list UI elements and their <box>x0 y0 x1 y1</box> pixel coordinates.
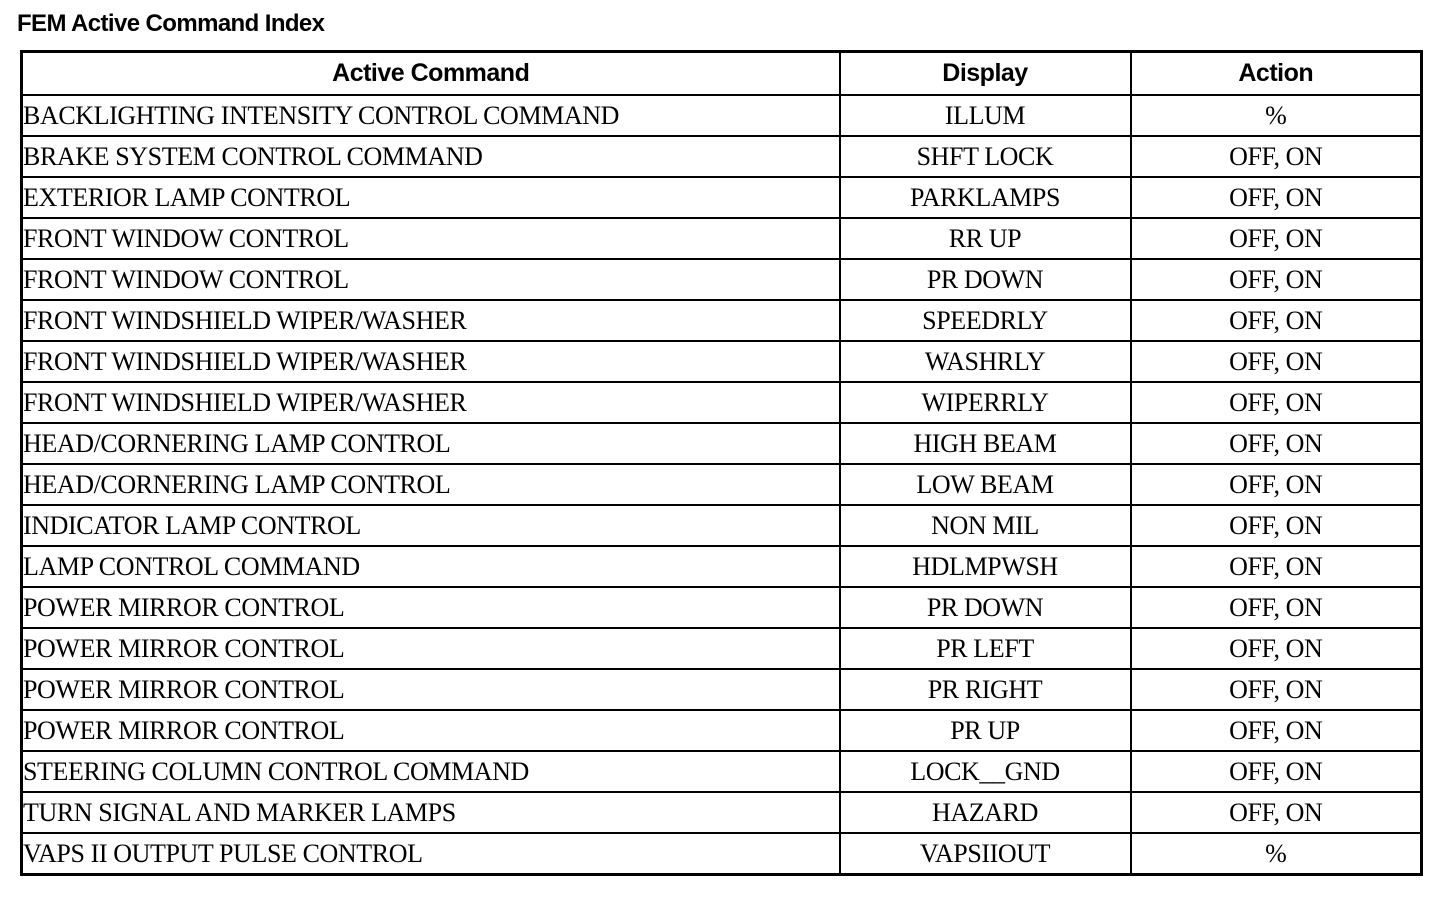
active-command-cell: HEAD/CORNERING LAMP CONTROL <box>22 423 840 464</box>
display-cell: HIGH BEAM <box>840 423 1131 464</box>
active-command-cell: VAPS II OUTPUT PULSE CONTROL <box>22 833 840 875</box>
display-cell: PR DOWN <box>840 259 1131 300</box>
display-cell: VAPSIIOUT <box>840 833 1131 875</box>
active-command-cell: LAMP CONTROL COMMAND <box>22 546 840 587</box>
action-cell: OFF, ON <box>1131 710 1422 751</box>
action-cell: OFF, ON <box>1131 341 1422 382</box>
column-header-action: Action <box>1131 52 1422 96</box>
display-cell: SPEEDRLY <box>840 300 1131 341</box>
active-command-cell: HEAD/CORNERING LAMP CONTROL <box>22 464 840 505</box>
display-cell: PR DOWN <box>840 587 1131 628</box>
table-row <box>22 792 1422 833</box>
action-cell: OFF, ON <box>1131 300 1422 341</box>
display-cell: PR LEFT <box>840 628 1131 669</box>
display-cell: HAZARD <box>840 792 1131 833</box>
table-row <box>22 300 1422 341</box>
table-row <box>22 669 1422 710</box>
active-command-cell: STEERING COLUMN CONTROL COMMAND <box>22 751 840 792</box>
display-cell: WASHRLY <box>840 341 1131 382</box>
active-command-cell: POWER MIRROR CONTROL <box>22 710 840 751</box>
display-cell: SHFT LOCK <box>840 136 1131 177</box>
active-command-table <box>20 50 1423 876</box>
column-header-display: Display <box>840 52 1131 96</box>
column-header-active-command: Active Command <box>22 52 840 96</box>
table-row <box>22 259 1422 300</box>
action-cell: OFF, ON <box>1131 259 1422 300</box>
display-cell: LOW BEAM <box>840 464 1131 505</box>
active-command-cell: POWER MIRROR CONTROL <box>22 587 840 628</box>
active-command-cell: FRONT WINDSHIELD WIPER/WASHER <box>22 341 840 382</box>
action-cell: % <box>1131 95 1422 136</box>
action-cell: OFF, ON <box>1131 218 1422 259</box>
table-row <box>22 464 1422 505</box>
action-cell: OFF, ON <box>1131 669 1422 710</box>
table-row <box>22 505 1422 546</box>
display-cell: LOCK__GND <box>840 751 1131 792</box>
active-command-cell: POWER MIRROR CONTROL <box>22 669 840 710</box>
action-cell: OFF, ON <box>1131 382 1422 423</box>
active-command-cell: FRONT WINDSHIELD WIPER/WASHER <box>22 382 840 423</box>
display-cell: PR RIGHT <box>840 669 1131 710</box>
active-command-cell: FRONT WINDOW CONTROL <box>22 218 840 259</box>
active-command-cell: TURN SIGNAL AND MARKER LAMPS <box>22 792 840 833</box>
table-row <box>22 546 1422 587</box>
table-row <box>22 710 1422 751</box>
display-cell: NON MIL <box>840 505 1131 546</box>
display-cell: ILLUM <box>840 95 1131 136</box>
table-row <box>22 382 1422 423</box>
action-cell: OFF, ON <box>1131 792 1422 833</box>
action-cell: OFF, ON <box>1131 177 1422 218</box>
table-row <box>22 95 1422 136</box>
display-cell: PARKLAMPS <box>840 177 1131 218</box>
action-cell: OFF, ON <box>1131 587 1422 628</box>
table-row <box>22 341 1422 382</box>
table-row <box>22 628 1422 669</box>
active-command-cell: BACKLIGHTING INTENSITY CONTROL COMMAND <box>22 95 840 136</box>
table-row <box>22 177 1422 218</box>
active-command-cell: BRAKE SYSTEM CONTROL COMMAND <box>22 136 840 177</box>
action-cell: OFF, ON <box>1131 546 1422 587</box>
table-row <box>22 218 1422 259</box>
table-row <box>22 136 1422 177</box>
display-cell: PR UP <box>840 710 1131 751</box>
action-cell: OFF, ON <box>1131 505 1422 546</box>
active-command-cell: EXTERIOR LAMP CONTROL <box>22 177 840 218</box>
action-cell: OFF, ON <box>1131 464 1422 505</box>
active-command-cell: FRONT WINDOW CONTROL <box>22 259 840 300</box>
table-row <box>22 587 1422 628</box>
table-header-row <box>22 52 1422 96</box>
action-cell: OFF, ON <box>1131 136 1422 177</box>
active-command-cell: FRONT WINDSHIELD WIPER/WASHER <box>22 300 840 341</box>
action-cell: OFF, ON <box>1131 423 1422 464</box>
page-title: FEM Active Command Index <box>17 10 325 37</box>
active-command-cell: INDICATOR LAMP CONTROL <box>22 505 840 546</box>
table-row <box>22 833 1422 875</box>
table-row <box>22 751 1422 792</box>
active-command-cell: POWER MIRROR CONTROL <box>22 628 840 669</box>
display-cell: WIPERRLY <box>840 382 1131 423</box>
action-cell: % <box>1131 833 1422 875</box>
display-cell: RR UP <box>840 218 1131 259</box>
table-row <box>22 423 1422 464</box>
action-cell: OFF, ON <box>1131 628 1422 669</box>
display-cell: HDLMPWSH <box>840 546 1131 587</box>
action-cell: OFF, ON <box>1131 751 1422 792</box>
